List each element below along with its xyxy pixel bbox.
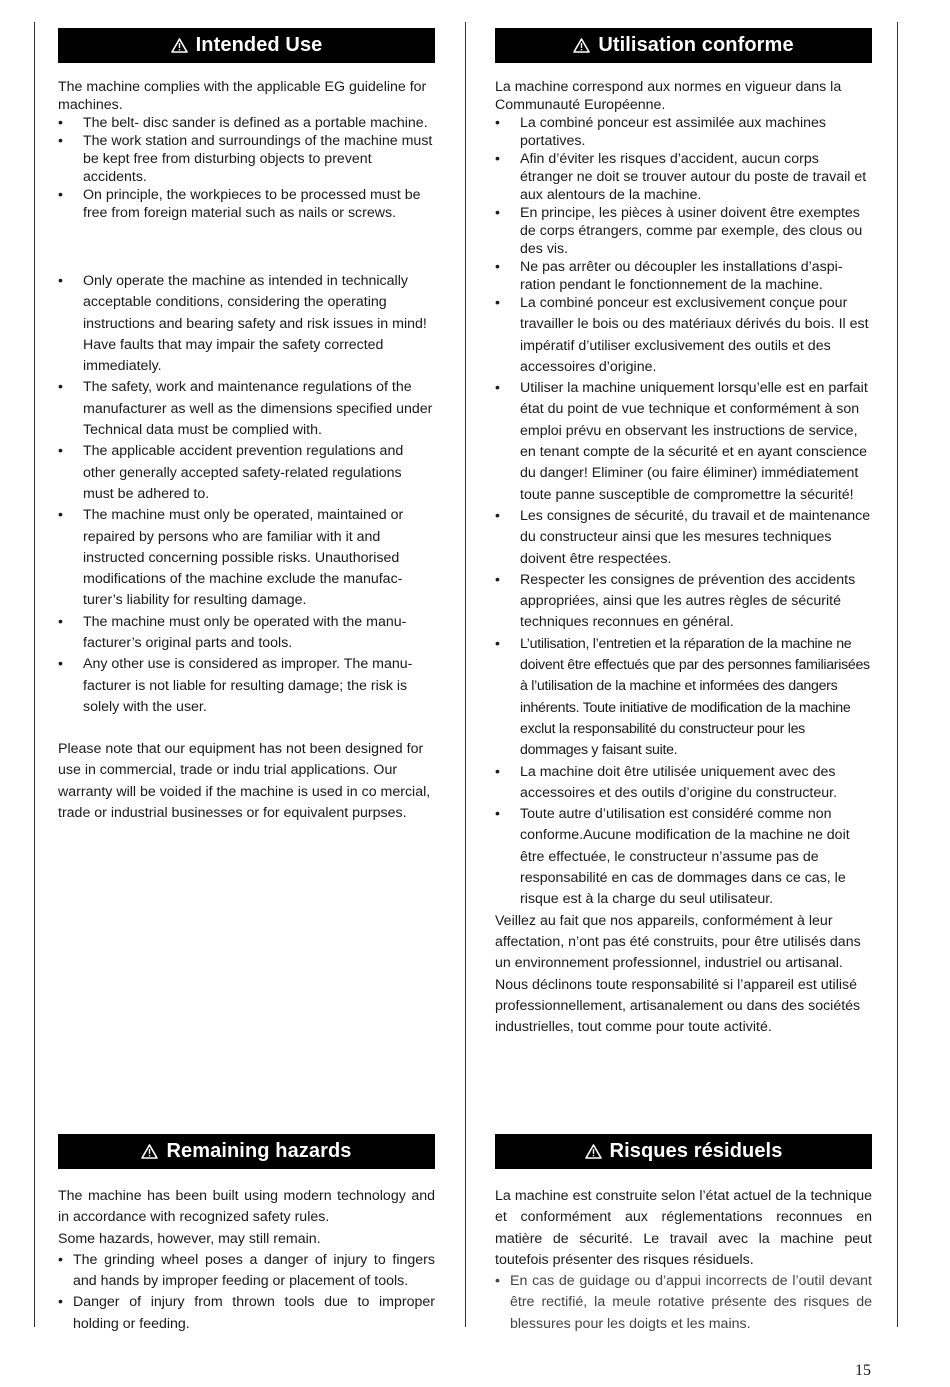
list-item: • The belt- disc sander is defined as a portable machine.	[58, 114, 435, 132]
list-item: • Les consignes de sécurité, du travail et de maintenance du constructeur ainsi que les mesures techniques doivent être respectées.	[495, 506, 872, 570]
intended-use-note-block	[58, 739, 435, 824]
utilisation-note: Veillez au fait que nos appareils, conformément à leur affectation, n’ont pas été construits, pour être utilisés dans un environnement professionnel, industriel ou artisanal. Nous déclinons toute responsabilité si l’appareil est utilisé professionnellement, artisanalement ou dans des sociétés industrielles, tout comme pour toute activité.	[495, 912, 861, 1036]
risques-list	[495, 1271, 872, 1335]
remaining-hazards-header	[58, 1134, 435, 1169]
list-item: • La combiné ponceur est assimilée aux machines portatives.	[495, 114, 872, 150]
utilisation-body-2	[495, 293, 872, 1038]
warning-triangle-icon	[171, 38, 188, 53]
left-margin-rule	[34, 22, 35, 1327]
list-item: • Only operate the machine as intended in technically acceptable conditions, considering the operating instructions and bearing safety and risk issues in mind! Have faults that may impair the safety corrected immediately.	[58, 271, 435, 377]
utilisation-intro: La machine correspond aux normes en vigueur dans la Communauté Européenne.	[495, 79, 842, 113]
utilisation-list-1	[495, 114, 872, 294]
list-item: • The grinding wheel poses a danger of injury to fingers and hands by improper feeding or placement of tools.	[58, 1250, 435, 1293]
intended-use-list-2	[58, 271, 435, 718]
warning-triangle-icon	[573, 38, 590, 53]
list-item: • En principe, les pièces à usiner doivent être exemptes de corps étrangers, comme par exemple, des clous ou des vis.	[495, 204, 872, 258]
intended-use-header	[58, 28, 435, 63]
utilisation-header	[495, 28, 872, 63]
list-item: • The machine must only be operated with the manufacturer’s original parts and tools.	[58, 612, 435, 655]
list-item: • Any other use is considered as improper. The manufacturer is not liable for resulting damage; the risk is solely with the user.	[58, 654, 435, 718]
intended-use-intro: The machine complies with the applicable EG guideline for machines.	[58, 79, 427, 113]
intended-use-note: Please note that our equipment has not been designed for use in commercial, trade or indu trial applications. Our warranty will be voided if the machine is used in co mercial, trade or industrial businesses or for equivalent purpses.	[58, 741, 431, 821]
risques-body	[495, 1186, 872, 1335]
remaining-hazards-title: Remaining hazards	[166, 1140, 352, 1162]
list-item: • The safety, work and maintenance regulations of the manufacturer as well as the dimensions specified under Technical data must be complied with.	[58, 377, 435, 441]
list-item: • Respecter les consignes de prévention des accidents appropriées, ainsi que les autres règles de sécurité techniques reconnues en général.	[495, 570, 872, 634]
list-item: • La combiné ponceur est exclusivement conçue pour travailler le bois ou des matériaux dérivés du bois. Il est impératif d’utiliser exclusivement des outils et des accessoires d’origine.	[495, 293, 872, 378]
list-item: • The applicable accident prevention regulations and other generally accepted safety-related regulations must be adhered to.	[58, 441, 435, 505]
remaining-hazards-intro-1: The machine has been built using modern technology and in accordance with recognized safety rules.	[58, 1188, 435, 1226]
list-item: • On principle, the workpieces to be processed must be free from foreign material such as nails or screws.	[58, 186, 435, 222]
risques-title: Risques résiduels	[609, 1140, 783, 1162]
list-item: • Ne pas arrêter ou découpler les installations d’aspiration pendant le fonctionnement de la machine.	[495, 258, 872, 294]
intended-use-body	[58, 78, 435, 222]
remaining-hazards-body	[58, 1186, 435, 1335]
list-item: • En cas de guidage ou d’appui incorrects de l’outil devant être rectifié, la meule rotative présente des risques de blessures pour les doigts et les mains.	[495, 1271, 872, 1335]
list-item: • Toute autre d’utilisation est considéré comme non conforme.Aucune modification de la machine ne doit être effectuée, le constructeur n’assume pas de responsabilité en cas de dommages dans ce cas, le risque est à la charge du seul utilisateur.	[495, 804, 872, 910]
intended-use-list-1	[58, 114, 435, 222]
list-item: • Afin d’éviter les risques d’accident, aucun corps étranger ne doit se trouver autour du poste de travail et aux alentours de la machine.	[495, 150, 872, 204]
list-item: • L’utilisation, l’entretien et la réparation de la machine ne doivent être effectués que par des personnes familiarisées à l’utilisation de la machine et informées des dangers inhérents. Toute initiative de modification de la machine exclut la responsabilité du constructeur pour les dommages y faisant suite.	[495, 634, 872, 762]
page-number: 15	[855, 1362, 871, 1379]
risques-header	[495, 1134, 872, 1169]
warning-triangle-icon	[585, 1144, 602, 1159]
intended-use-body-2	[58, 271, 435, 718]
right-margin-rule	[897, 22, 898, 1327]
list-item: • The work station and surroundings of the machine must be kept free from disturbing objects to prevent accidents.	[58, 132, 435, 186]
remaining-hazards-list	[58, 1250, 435, 1335]
remaining-hazards-intro-2: Some hazards, however, may still remain.	[58, 1230, 321, 1247]
list-item: • The machine must only be operated, maintained or repaired by persons who are familiar with it and instructed concerning possible risks. Unauthorised modifications of the machine exclude the manufacturer’s liability for resulting damage.	[58, 505, 435, 611]
utilisation-body	[495, 78, 872, 294]
list-item: • Utiliser la machine uniquement lorsqu’elle est en parfait état du point de vue technique et conformément à son emploi prévu en observant les instructions de service, en tenant compte de la sécurité et en ayant conscience du danger! Eliminer (ou faire éliminer) immédiatement toute panne susceptible de compromettre la sécurité!	[495, 378, 872, 506]
list-item: • La machine doit être utilisée uniquement avec des accessoires et des outils d’origine du constructeur.	[495, 762, 872, 805]
risques-intro: La machine est construite selon l’état actuel de la technique et conformément aux réglementations reconnues en matière de sécurité. Le travail avec la machine peut toutefois présenter des risques résiduels.	[495, 1188, 872, 1268]
utilisation-title: Utilisation conforme	[598, 34, 794, 56]
utilisation-list-2	[495, 293, 872, 911]
intended-use-title: Intended Use	[195, 34, 323, 56]
center-divider-rule	[465, 22, 466, 1327]
list-item: • Danger of injury from thrown tools due to improper holding or feeding.	[58, 1292, 435, 1335]
warning-triangle-icon	[141, 1144, 158, 1159]
